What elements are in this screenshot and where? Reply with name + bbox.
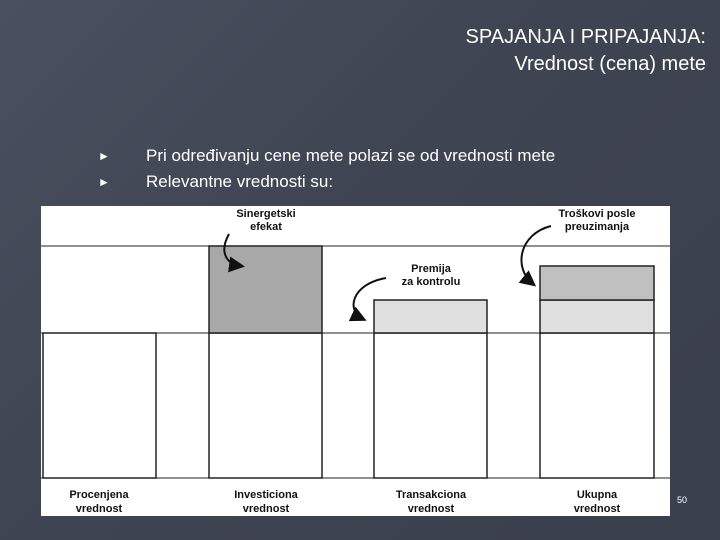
bar-ukupna-premium [540, 300, 654, 333]
bar-procenjena-base [43, 333, 156, 478]
slide-number: 50 [677, 495, 688, 505]
annotation-sinergetski-line-2: efekat [250, 221, 282, 233]
value-diagram-svg [41, 206, 670, 516]
bar-investiciona-base [209, 333, 322, 478]
bar-transakciona-premium [374, 300, 487, 333]
column-label-ukupna-line-2: vrednost [573, 503, 621, 515]
column-label-transakciona-line-1: Transakciona [395, 489, 467, 501]
triangle-right-icon: ► [98, 149, 110, 163]
slide-title-line-1: SPAJANJA I PRIPAJANJA: [465, 26, 706, 48]
column-label-ukupna-line-1: Ukupna [576, 489, 618, 501]
bullet-text: Relevantne vrednosti su: [146, 172, 334, 191]
bullet-item [98, 143, 555, 169]
slide-title [466, 24, 706, 78]
bar-investiciona-synergy [209, 246, 322, 333]
column-label-procenjena-line-2: vrednost [75, 503, 123, 515]
annotation-sinergetski-line-1: Sinergetski [236, 208, 296, 220]
column-label-investiciona-line-2: vrednost [242, 503, 290, 515]
bar-ukupna-costs [540, 266, 654, 300]
column-label-procenjena-line-1: Procenjena [69, 489, 129, 501]
triangle-right-icon: ► [98, 175, 110, 189]
bar-ukupna-base [540, 333, 654, 478]
bullet-text: Pri određivanju cene mete polazi se od vrednosti mete [146, 146, 556, 165]
annotation-troskovi-line-1: Troškovi posle [558, 208, 636, 220]
bullet-item [98, 169, 555, 195]
bar-transakciona-base [374, 333, 487, 478]
column-label-investiciona-line-1: Investiciona [234, 489, 298, 501]
annotation-troskovi-line-2: preuzimanja [564, 221, 630, 233]
annotation-premija-line-2: za kontrolu [401, 276, 461, 288]
column-label-transakciona-line-2: vrednost [407, 503, 455, 515]
bullet-list [98, 143, 555, 195]
value-diagram [41, 206, 670, 516]
annotation-premija-line-1: Premija [411, 263, 451, 275]
slide-title-line-2: Vrednost (cena) mete [514, 53, 706, 75]
